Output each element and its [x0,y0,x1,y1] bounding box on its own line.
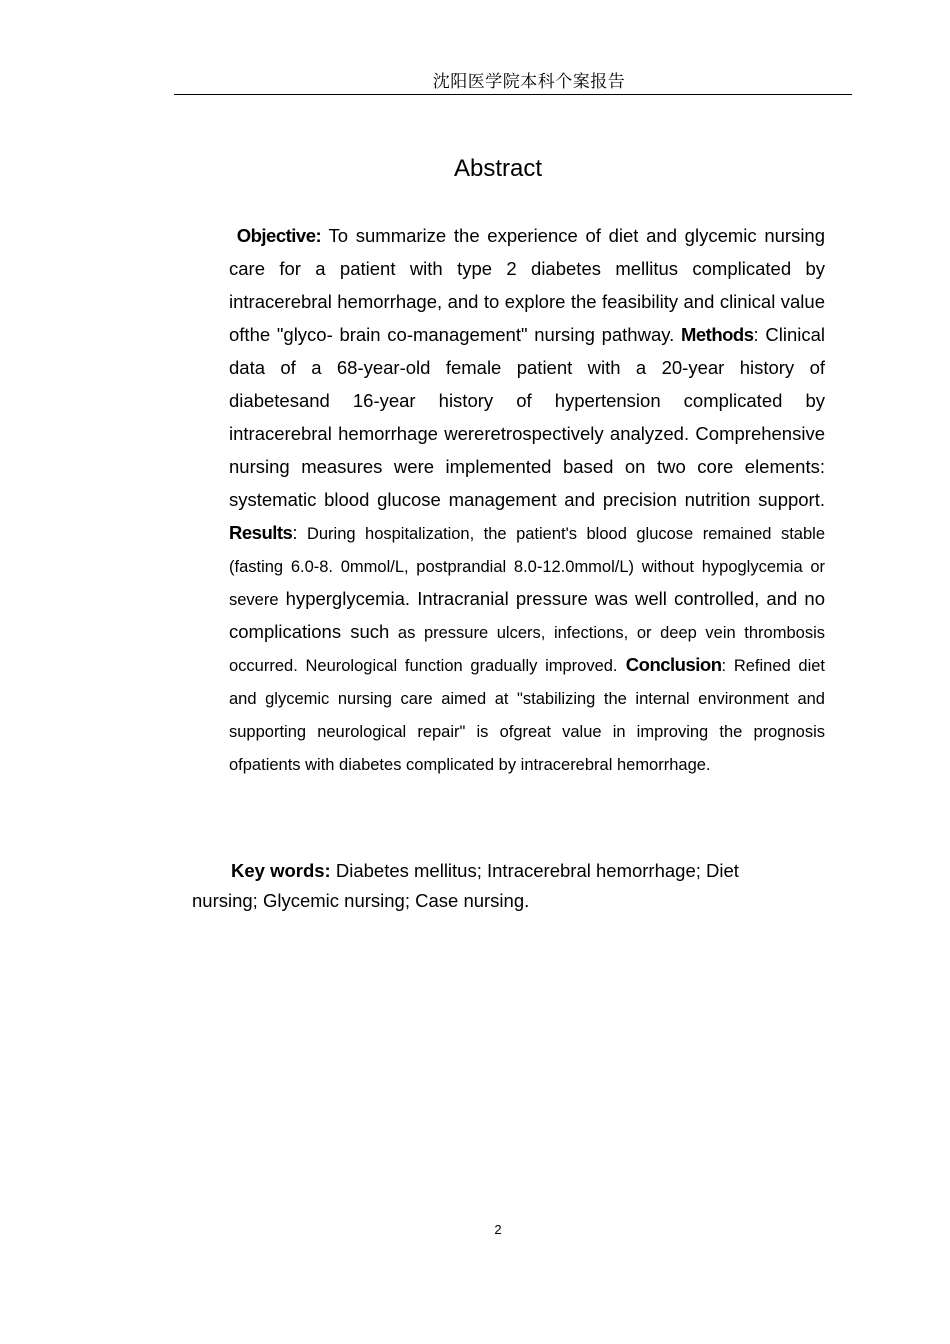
keywords-text: Diabetes mellitus; Intracerebral hemorrhage; Diet nursing; Glycemic nursing; Case nursing. [192,860,739,911]
header-title: 沈阳医学院本科个案报告 [432,72,626,92]
objective-text: To summarize the experience of diet and glycemic nursing care for a patient with type 2 diabetes mellitus complicated by intracerebral hemorrhage, and to explore the feasibility and clinical value ofthe "glyco- brain co-management" nursing pathway. [229,225,826,345]
results-text-small: During hospitalization, the patient's blood glucose remained stable (fasting 6.0-8. 0mmol/L, postprandial 8.0-12.0mmol/L) without hypoglycemia or severe [229,525,825,609]
conclusion-text: : Refined diet and glycemic nursing care aimed at "stabilizing the internal environment and supporting neurological repair" is ofgreat value in improving the prognosis ofpatients with diabetes complicated by intracerebral hemorrhage. [229,657,826,774]
results-text-large: hyperglycemia. Intracranial pressure was well controlled, and no complications such [229,588,825,642]
results-label: Results [229,522,293,543]
abstract-title: Abstract [453,155,543,182]
methods-label: Methods [680,324,754,345]
methods-text: : Clinical data of a 68-year-old female patient with a 20-year history of diabetesand 16-year history of hypertension complicated by intracerebral hemorrhage wereretrospectively analyzed. Comprehensive nursing measures were implemented based on two core elements: systematic blood glucose management and precision nutrition support. [229,324,825,510]
page-number: 2 [494,1222,502,1237]
conclusion-label: Conclusion [625,654,722,675]
running-header [174,70,852,95]
keywords-label: Key words: [231,860,331,881]
objective-label: Objective: [236,225,322,246]
abstract-body [229,219,825,780]
results-colon: : [292,522,298,543]
results-text-small-2: as pressure ulcers, infections, or deep vein thrombosis occurred. Neurological function gradually improved. [229,624,825,675]
keywords-paragraph [192,856,792,916]
